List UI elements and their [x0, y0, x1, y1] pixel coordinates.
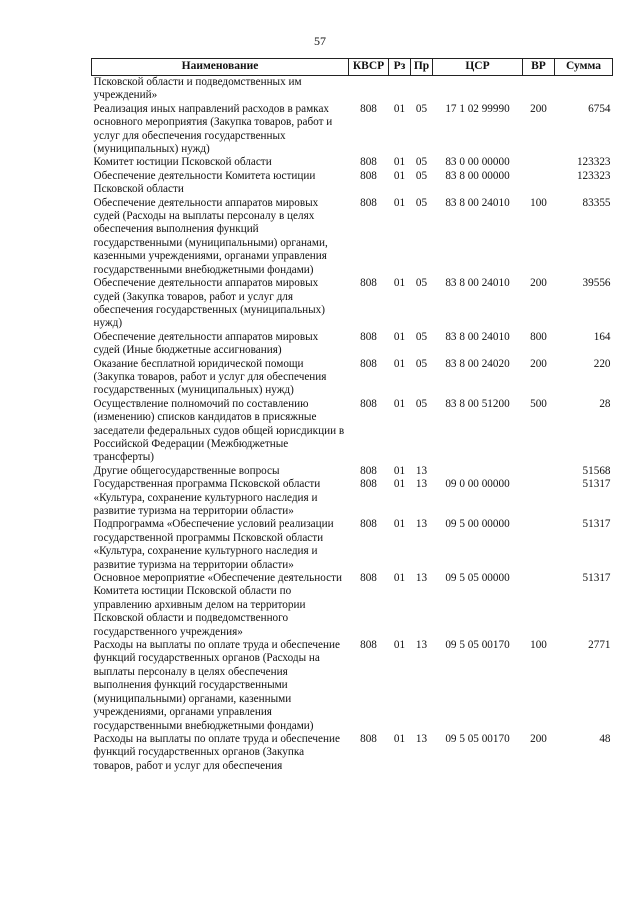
cell-kvsr: 808: [360, 478, 377, 491]
cell-rz: 01: [393, 572, 406, 585]
cell-csr: 83 8 00 51200: [445, 397, 510, 410]
budget-table: [91, 58, 613, 773]
cell-name: Основное мероприятие «Обеспечение деятельности Комитета юстиции Псковской области по управлению архивным делом на территории Псковской области и подведомственного государственного учреждения»: [93, 572, 342, 638]
cell-kvsr: 808: [360, 102, 377, 115]
cell-vr: 100: [530, 196, 547, 209]
cell-csr: 83 0 00 00000: [445, 156, 510, 169]
cell-vr: 200: [530, 102, 547, 115]
table-row: [92, 518, 613, 572]
cell-kvsr: 808: [360, 464, 377, 477]
cell-name: Обеспечение деятельности аппаратов мировых судей (Иные бюджетные ассигнования): [93, 330, 319, 357]
cell-kvsr: 808: [360, 330, 377, 343]
cell-sum: 51568: [582, 464, 611, 477]
cell-name: Псковской области и подведомственных им учреждений»: [93, 76, 302, 102]
cell-csr: 09 5 05 00170: [445, 732, 510, 745]
cell-vr: [523, 465, 555, 478]
cell-rz: 01: [393, 518, 406, 531]
cell-pr: 05: [415, 102, 428, 115]
cell-pr: 05: [415, 156, 428, 169]
header-rz: Рз: [389, 59, 411, 76]
cell-csr: 83 8 00 24010: [445, 196, 510, 209]
cell-sum: 6754: [588, 102, 611, 115]
cell-sum: 51317: [582, 478, 611, 491]
cell-pr: 05: [415, 330, 428, 343]
cell-pr: 13: [415, 639, 428, 652]
cell-csr: 83 8 00 24020: [445, 357, 510, 370]
cell-pr: 05: [415, 397, 428, 410]
cell-rz: 01: [393, 732, 406, 745]
cell-csr: 09 5 05 00170: [445, 639, 510, 652]
cell-pr: 05: [415, 357, 428, 370]
cell-pr: 13: [415, 478, 428, 491]
cell-sum: 51317: [582, 518, 611, 531]
cell-rz: 01: [393, 478, 406, 491]
cell-kvsr: [349, 76, 389, 103]
table-row: [92, 170, 613, 197]
cell-name: Комитет юстиции Псковской области: [93, 156, 272, 169]
cell-rz: 01: [393, 102, 406, 115]
cell-vr: [523, 518, 555, 572]
table-body: [92, 76, 613, 774]
cell-sum: 220: [593, 357, 611, 370]
cell-pr: 05: [415, 169, 428, 182]
cell-csr: 17 1 02 99990: [445, 102, 510, 115]
cell-name: Другие общегосударственные вопросы: [93, 464, 280, 477]
cell-pr: 13: [415, 572, 428, 585]
cell-vr: [523, 170, 555, 197]
cell-name: Подпрограмма «Обеспечение условий реализации государственной программы Псковской области «Культура, сохранение культурного наследия и развитие туризма на территории области»: [93, 518, 334, 571]
cell-rz: 01: [393, 169, 406, 182]
page-number: 57: [314, 34, 326, 48]
cell-vr: 200: [530, 277, 547, 290]
header-name: Наименование: [92, 59, 349, 76]
cell-name: Реализация иных направлений расходов в рамках основного мероприятия (Закупка товаров, работ и услуг для обеспечения государственных (муниципальных) нужд): [93, 102, 333, 156]
cell-rz: 01: [393, 196, 406, 209]
cell-sum: 51317: [582, 572, 611, 585]
table-row: [92, 478, 613, 518]
cell-name: Осуществление полномочий по составлению (изменению) списков кандидатов в присяжные заседатели федеральных судов общей юрисдикции в Российской Федерации (Межбюджетные трансферты): [93, 397, 345, 464]
header-csr: ЦСР: [433, 59, 523, 76]
header-vr: ВР: [523, 59, 555, 76]
cell-kvsr: 808: [360, 518, 377, 531]
cell-sum: 2771: [588, 639, 611, 652]
table-row: [92, 331, 613, 358]
table-row: [92, 572, 613, 639]
cell-kvsr: 808: [360, 169, 377, 182]
cell-sum: 39556: [582, 277, 611, 290]
cell-csr: 09 5 05 00000: [445, 572, 510, 585]
cell-vr: 800: [530, 330, 547, 343]
header-kvsr: КВСР: [349, 59, 389, 76]
cell-sum: 83355: [582, 196, 611, 209]
cell-rz: 01: [393, 330, 406, 343]
cell-vr: 200: [530, 732, 547, 745]
cell-pr: 13: [415, 732, 428, 745]
table-row: [92, 465, 613, 478]
cell-sum: 28: [599, 397, 611, 410]
cell-name: Оказание бесплатной юридической помощи (Закупка товаров, работ и услуг для обеспечения государственных (муниципальных) нужд): [93, 357, 327, 397]
header-sum: Сумма: [555, 59, 613, 76]
table-row: [92, 156, 613, 169]
table-row: [92, 733, 613, 773]
table-row: [92, 398, 613, 465]
cell-csr: [433, 465, 523, 478]
cell-pr: 13: [415, 518, 428, 531]
table-row: [92, 76, 613, 103]
cell-rz: 01: [393, 464, 406, 477]
cell-csr: 83 8 00 00000: [445, 169, 510, 182]
cell-name: Расходы на выплаты по оплате труда и обеспечение функций государственных органов (Расходы на выплаты персоналу в целях обеспечения выполнения функций государственными (муниципальными) органами, казенными учреждениями, органами управления государственными внебюджетными фондами): [93, 639, 340, 732]
cell-rz: 01: [393, 156, 406, 169]
cell-rz: [389, 76, 411, 103]
cell-vr: [523, 478, 555, 518]
cell-rz: 01: [393, 639, 406, 652]
cell-pr: 13: [415, 464, 428, 477]
cell-sum: [555, 76, 613, 103]
cell-vr: 500: [530, 397, 547, 410]
cell-kvsr: 808: [360, 572, 377, 585]
cell-kvsr: 808: [360, 196, 377, 209]
cell-kvsr: 808: [360, 639, 377, 652]
header-pr: Пр: [411, 59, 433, 76]
cell-sum: 164: [593, 330, 611, 343]
cell-csr: 83 8 00 24010: [445, 330, 510, 343]
cell-vr: [523, 76, 555, 103]
cell-sum: 48: [599, 732, 611, 745]
cell-pr: 05: [415, 196, 428, 209]
cell-kvsr: 808: [360, 357, 377, 370]
table-row: [92, 103, 613, 157]
table-row: [92, 197, 613, 277]
cell-kvsr: 808: [360, 732, 377, 745]
cell-csr: [433, 76, 523, 103]
cell-vr: [523, 156, 555, 169]
cell-rz: 01: [393, 357, 406, 370]
cell-kvsr: 808: [360, 397, 377, 410]
cell-pr: 05: [415, 277, 428, 290]
cell-pr: [411, 76, 433, 103]
cell-csr: 83 8 00 24010: [445, 277, 510, 290]
cell-vr: 100: [530, 639, 547, 652]
cell-csr: 09 0 00 00000: [445, 478, 510, 491]
table-row: [92, 358, 613, 398]
cell-name: Обеспечение деятельности аппаратов мировых судей (Расходы на выплаты персоналу в целях обеспечения выполнения функций государственными (муниципальными) органами, казенными учреждениями, органами управления государственными внебюджетными фондами): [93, 196, 328, 276]
cell-csr: 09 5 00 00000: [445, 518, 510, 531]
cell-sum: 123323: [576, 156, 611, 169]
cell-vr: 200: [530, 357, 547, 370]
table-header: [92, 59, 613, 76]
cell-kvsr: 808: [360, 277, 377, 290]
table-row: [92, 277, 613, 331]
cell-kvsr: 808: [360, 156, 377, 169]
cell-rz: 01: [393, 397, 406, 410]
cell-name: Обеспечение деятельности аппаратов мировых судей (Закупка товаров, работ и услуг для обеспечения государственных (муниципальных) нужд): [93, 277, 325, 330]
cell-name: Обеспечение деятельности Комитета юстиции Псковской области: [93, 169, 316, 196]
cell-vr: [523, 572, 555, 639]
cell-name: Расходы на выплаты по оплате труда и обеспечение функций государственных органов (Закупка товаров, работ и услуг для обеспечения: [93, 732, 340, 772]
cell-rz: 01: [393, 277, 406, 290]
cell-name: Государственная программа Псковской области «Культура, сохранение культурного наследия и развитие туризма на территории области»: [93, 478, 321, 517]
cell-sum: 123323: [576, 169, 611, 182]
table-row: [92, 639, 613, 733]
